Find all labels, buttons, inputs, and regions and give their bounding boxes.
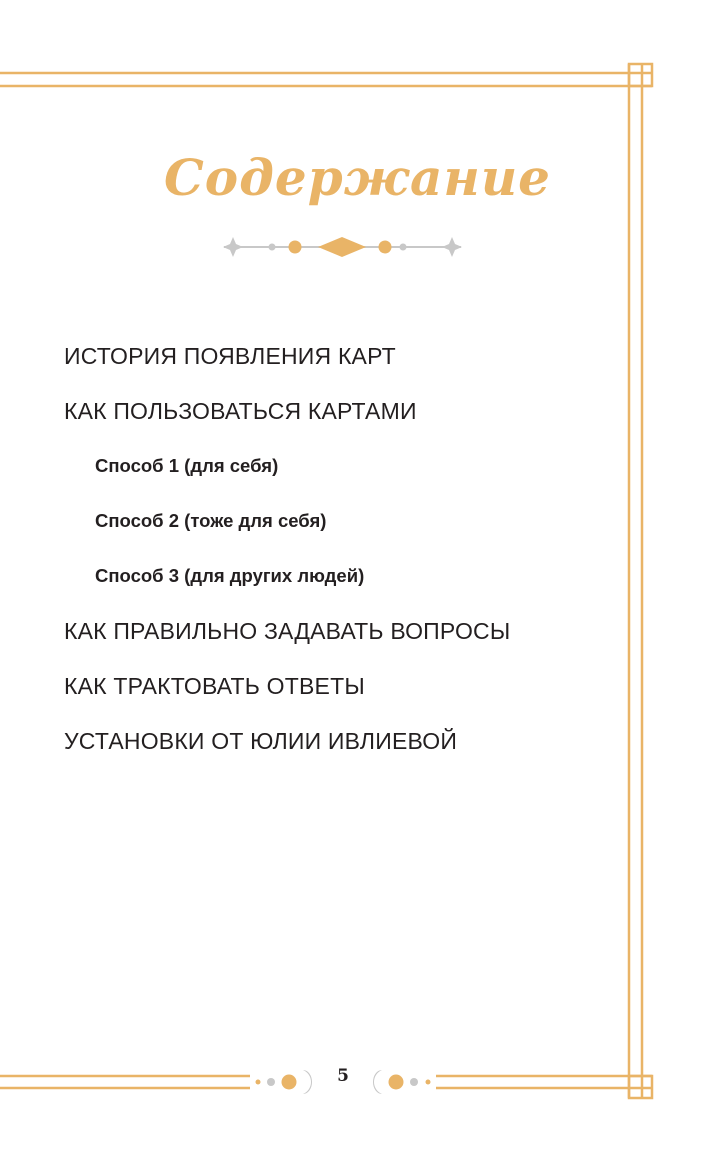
toc-item: КАК ТРАКТОВАТЬ ОТВЕТЫ (64, 673, 365, 699)
crescent-moon-icon (373, 1070, 431, 1094)
toc-item: КАК ПОЛЬЗОВАТЬСЯ КАРТАМИ (64, 398, 417, 424)
table-of-contents (64, 338, 510, 778)
diamond-dots-divider-icon (220, 230, 465, 264)
toc-subitem: Способ 3 (для других людей) (95, 565, 365, 586)
toc-subitem: Способ 1 (для себя) (95, 455, 279, 476)
toc-item: ИСТОРИЯ ПОЯВЛЕНИЯ КАРТ (64, 343, 396, 369)
toc-item: КАК ПРАВИЛЬНО ЗАДАВАТЬ ВОПРОСЫ (64, 618, 511, 644)
toc-subitem: Способ 2 (тоже для себя) (95, 510, 327, 531)
toc-item: УСТАНОВКИ ОТ ЮЛИИ ИВЛИЕВОЙ (64, 728, 458, 754)
page-title: Содержание (164, 148, 551, 207)
crescent-moon-icon (256, 1070, 313, 1094)
page-number: 5 (337, 1066, 349, 1086)
